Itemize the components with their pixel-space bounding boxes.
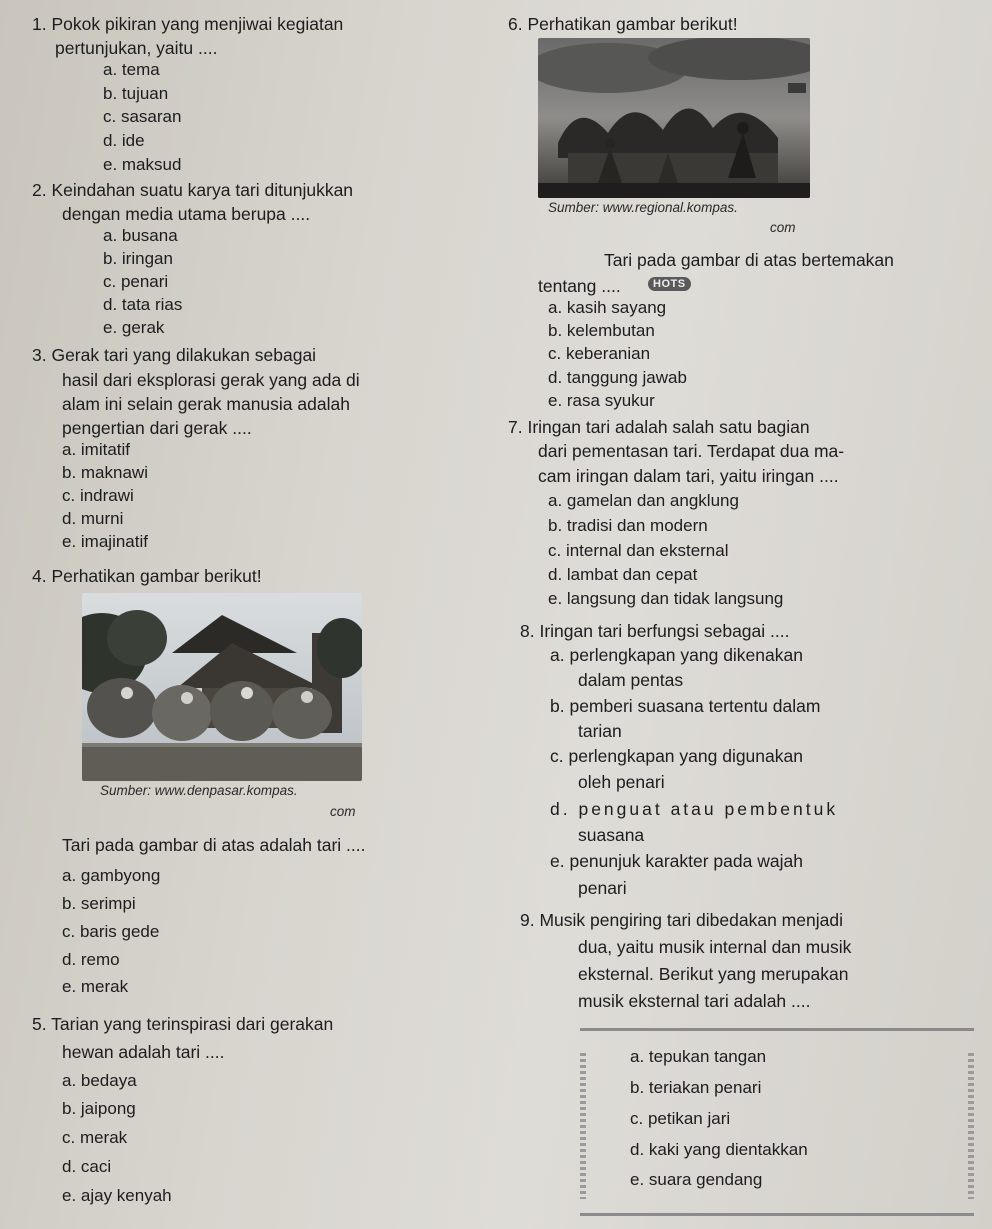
question-9-text-line-3: eksternal. Berikut yang merupakan [578,964,849,984]
option-6c[interactable]: c. keberanian [548,344,651,363]
option-3c[interactable]: c. indrawi [62,486,134,505]
question-7-text-line-3: cam iringan dalam tari, yaitu iringan .... [538,466,839,486]
dance-photo-temple-image [82,593,362,781]
option-3b[interactable]: b. maknawi [62,463,148,482]
option-8a[interactable]: a. perlengkapan yang dikenakan [550,645,803,665]
question-3-text-line-1: 3. Gerak tari yang dilakukan sebagai [32,345,317,365]
option-6a[interactable]: a. kasih sayang [548,298,667,317]
option-8c-cont: oleh penari [578,772,665,792]
option-4b[interactable]: b. serimpi [62,894,136,913]
option-4e[interactable]: e. merak [62,977,129,996]
option-8b[interactable]: b. pemberi suasana tertentu dalam [550,696,821,716]
photo-source-line-1: Sumber: www.denpasar.kompas. [100,783,298,798]
option-9c[interactable]: c. petikan jari [630,1109,731,1128]
option-2c[interactable]: c. penari [103,272,169,291]
option-4a[interactable]: a. gambyong [62,866,161,885]
option-6b[interactable]: b. kelembutan [548,321,655,340]
question-7-text-line-2: dari pementasan tari. Terdapat dua ma- [538,441,845,461]
option-5b[interactable]: b. jaipong [62,1099,136,1118]
option-6e[interactable]: e. rasa syukur [548,391,655,410]
option-2d[interactable]: d. tata rias [103,295,183,314]
hots-badge: HOTS [648,277,691,291]
question-6-text-line-1: 6. Perhatikan gambar berikut! [508,14,738,34]
question-8-text-line-1: 8. Iringan tari berfungsi sebagai .... [520,621,790,641]
option-9e[interactable]: e. suara gendang [630,1170,763,1189]
option-8e-cont: penari [578,878,627,898]
option-4d[interactable]: d. remo [62,950,120,969]
option-1d[interactable]: d. ide [103,131,145,150]
question-1-text-line-2: pertunjukan, yaitu .... [55,38,218,58]
option-8a-cont: dalam pentas [578,670,684,690]
dance-photo-rumah-gadang-image [538,38,810,198]
option-7d[interactable]: d. lambat dan cepat [548,565,698,584]
question-6-stem-line-2: tentang .... [538,276,621,296]
option-5a[interactable]: a. bedaya [62,1071,137,1090]
option-1a[interactable]: a. tema [103,60,160,79]
option-2e[interactable]: e. gerak [103,318,165,337]
option-3a[interactable]: a. imitatif [62,440,131,459]
question-3-text-line-2: hasil dari eksplorasi gerak yang ada di [62,370,360,390]
question-6-stem-line-1: Tari pada gambar di atas bertemakan [604,250,894,270]
question-2-text-line-2: dengan media utama berupa .... [62,204,311,224]
option-9a[interactable]: a. tepukan tangan [630,1047,767,1066]
photo-source-6-line-2: com [770,220,796,235]
option-5e[interactable]: e. ajay kenyah [62,1186,172,1205]
question-4-text-line-1: 4. Perhatikan gambar berikut! [32,566,262,586]
question-9-text-line-1: 9. Musik pengiring tari dibedakan menjadi [520,910,843,930]
option-7b[interactable]: b. tradisi dan modern [548,516,708,535]
question-3-text-line-4: pengertian dari gerak .... [62,418,252,438]
option-8c[interactable]: c. perlengkapan yang digunakan [550,746,803,766]
photo-source-line-2: com [330,804,356,819]
option-9d[interactable]: d. kaki yang dientakkan [630,1140,808,1159]
option-5c[interactable]: c. merak [62,1128,128,1147]
option-8b-cont: tarian [578,721,622,741]
dance-photo-rumah-gadang [538,38,810,198]
question-1-text-line-1: 1. Pokok pikiran yang menjiwai kegiatan [32,14,344,34]
option-1c[interactable]: c. sasaran [103,107,182,126]
photo-source-6-line-1: Sumber: www.regional.kompas. [548,200,738,215]
option-7a[interactable]: a. gamelan dan angklung [548,491,739,510]
question-9-text-line-4: musik eksternal tari adalah .... [578,991,811,1011]
question-3-text-line-3: alam ini selain gerak manusia adalah [62,394,350,414]
option-3d[interactable]: d. murni [62,509,124,528]
option-6d[interactable]: d. tanggung jawab [548,368,687,387]
dance-photo-temple [82,593,362,781]
option-2a[interactable]: a. busana [103,226,178,245]
option-3e[interactable]: e. imajinatif [62,532,148,551]
option-4c[interactable]: c. baris gede [62,922,160,941]
option-1b[interactable]: b. tujuan [103,84,169,103]
option-7c[interactable]: c. internal dan eksternal [548,541,729,560]
question-5-text-line-2: hewan adalah tari .... [62,1042,225,1062]
question-2-text-line-1: 2. Keindahan suatu karya tari ditunjukkan [32,180,354,200]
question-9-text-line-2: dua, yaitu musik internal dan musik [578,937,852,957]
option-5d[interactable]: d. caci [62,1157,112,1176]
option-1e[interactable]: e. maksud [103,155,182,174]
question-4-stem: Tari pada gambar di atas adalah tari .... [62,835,366,855]
question-7-text-line-1: 7. Iringan tari adalah salah satu bagian [508,417,810,437]
option-8e[interactable]: e. penunjuk karakter pada wajah [550,851,803,871]
option-8d[interactable]: d. penguat atau pembentuk [550,799,839,819]
option-2b[interactable]: b. iringan [103,249,173,268]
option-7e[interactable]: e. langsung dan tidak langsung [548,589,784,608]
question-5-text-line-1: 5. Tarian yang terinspirasi dari gerakan [32,1014,334,1034]
option-8d-cont: suasana [578,825,645,845]
option-9b[interactable]: b. teriakan penari [630,1078,762,1097]
